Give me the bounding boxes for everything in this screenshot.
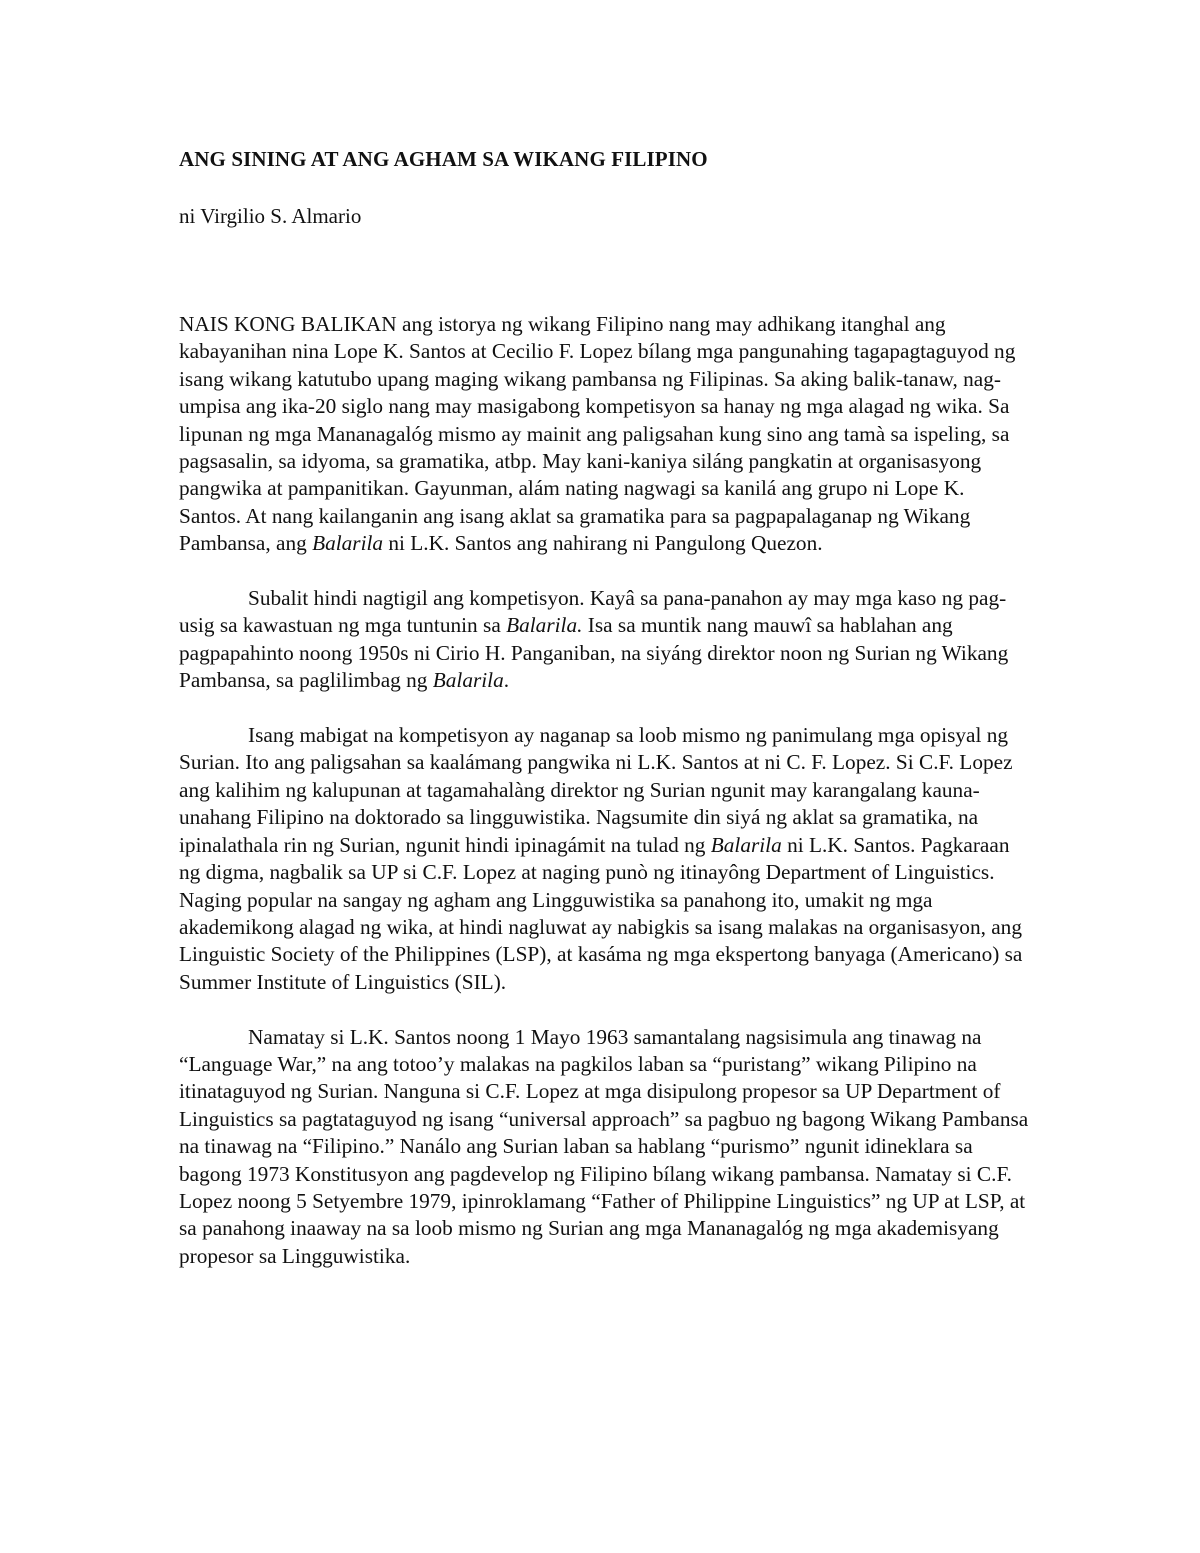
italic-book-title: Balarila. — [506, 613, 583, 638]
italic-book-title: Balarila — [710, 832, 782, 857]
paragraph-text: Namatay si L.K. Santos noong 1 Mayo 1963 samantalang nagsisimula ang tinawag na “Language War,” na ang totoo’y malakas na pagkilos laban sa “puristang” wikang Pilipino na itinataguyod ng Surian. Nanguna si C.F. Lopez at mga disipulong propesor sa UP Department of Linguistics sa pagtataguyod ng isang “universal approach” sa pagbuo ng bagong Wikang Pambansa na tinawag na “Filipino.” Nanálo ang Surian laban sa hablang “purismo” ngunit idineklara sa bagong 1973 Konstitusyon ang pagdevelop ng Filipino bílang wikang pambansa. Namatay si C.F. Lopez noong 5 Setyembre 1979, ipinroklamang “Father of Philippine Linguistics” ng UP at LSP, at sa panahong inaaway na sa loob mismo ng Surian ang mga Mananagalóg ng mga akademisyang propesor sa Lingguwistika. — [179, 1024, 1029, 1268]
paragraph-text: . — [503, 668, 510, 693]
paragraph-text: Subalit hindi nagtigil ang kompetisyon. Kayâ sa pana-panahon ay may mga kaso ng pag-usig sa kawastuan ng mga tuntunin sa — [179, 586, 1007, 638]
paragraph-text: ni L.K. Santos. Pagkaraan ng digma, nagbalik sa UP si C.F. Lopez at naging punò ng itinayông Department of Linguistics. Naging popular na sangay ng agham ang Lingguwistika sa panahong ito, umakit ng mga akademikong alagad ng wika, at hindi nagluwat ay nabigkis sa isang malakas na organisasyon, ang Linguistic Society of the Philippines (LSP), at kasáma ng mga ekspertong banyaga (Americano) sa Summer Institute of Linguistics (SIL). — [179, 832, 1023, 994]
paragraph-4 — [179, 1024, 1029, 1271]
italic-book-title: Balarila — [312, 531, 384, 556]
paragraph-2 — [179, 585, 1029, 695]
paragraph-text: NAIS KONG BALIKAN ang istorya ng wikang Filipino nang may adhikang itanghal ang kabayanihan nina Lope K. Santos at Cecilio F. Lopez bílang mga pangunahing tagapagtaguyod ng isang wikang katutubo upang maging wikang pambansa ng Filipinas. Sa aking balik-tanaw, nag-umpisa ang ika-20 siglo nang may masigabong kompetisyon sa hanay ng mga alagad ng wika. Sa lipunan ng mga Mananagalóg mismo ay mainit ang paligsahan kung sino ang tamà sa ispeling, sa pagsasalin, sa idyoma, sa gramatika, atbp. May kani-kaniya siláng pangkatin at organisasyong pangwika at pampanitikan. Gayunman, alám nating nagwagi sa kanilá ang grupo ni Lope K. Santos. At nang kailanganin ang isang aklat sa gramatika para sa pagpapalaganap ng Wikang Pambansa, ang — [179, 312, 1016, 556]
italic-book-title: Balarila — [432, 668, 504, 693]
paragraph-text: Isa sa muntik nang mauwî sa hablahan ang pagpapahinto noong 1950s ni Cirio H. Panganiban, na siyáng direktor noon ng Surian ng Wikang Pambansa, sa paglilimbag ng — [179, 613, 1009, 693]
document-author: ni Virgilio S. Almario — [179, 204, 362, 228]
document-title: ANG SINING AT ANG AGHAM SA WIKANG FILIPINO — [179, 147, 708, 171]
paragraph-3 — [179, 722, 1029, 996]
document-body — [179, 146, 1029, 1270]
paragraph-text: ni L.K. Santos ang nahirang ni Pangulong Quezon. — [383, 531, 823, 556]
paragraph-text: Isang mabigat na kompetisyon ay naganap sa loob mismo ng panimulang mga opisyal ng Surian. Ito ang paligsahan sa kaalámang pangwika ni L.K. Santos at ni C. F. Lopez. Si C.F. Lopez ang kalihim ng kalupunan at tagamahalàng direktor ng Surian ngunit may karangalang kauna-unahang Filipino na doktorado sa lingguwistika. Nagsumite din siyá ng aklat sa gramatika, na ipinalathala rin ng Surian, ngunit hindi ipinagámit na tulad ng — [179, 723, 1013, 857]
paragraph-1 — [179, 311, 1029, 558]
